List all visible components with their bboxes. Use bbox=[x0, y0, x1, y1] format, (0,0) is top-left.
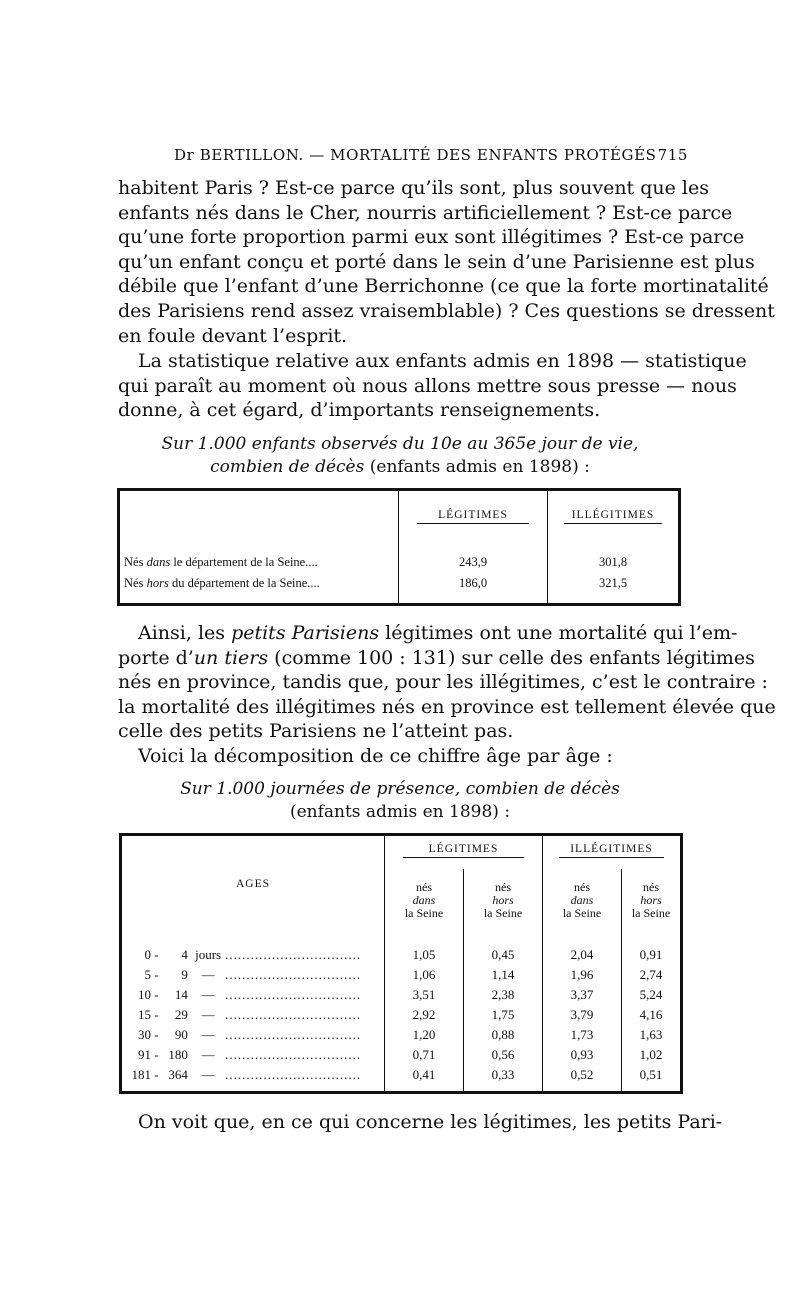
cell-value: 0,41 bbox=[385, 1065, 464, 1085]
text-line: La statistique relative aux enfants admis en 1898 — statistique bbox=[138, 350, 747, 372]
text-line: débile que l’enfant d’une Berrichonne (ce que la forte mortinatalité bbox=[118, 275, 769, 298]
age-range: 30 - 90 — ................................ bbox=[138, 1026, 362, 1042]
running-title: Dr BERTILLON. — MORTALITÉ DES ENFANTS PROTÉGÉS bbox=[174, 146, 657, 164]
cell-value: 1,75 bbox=[464, 1005, 543, 1025]
table-row bbox=[121, 1045, 682, 1065]
sub-header: nés dans la Seine bbox=[543, 869, 622, 933]
row-label: Nés dans le département de la Seine.... bbox=[124, 555, 318, 570]
caption-line: Sur 1.000 enfants observés du 10e au 365e jour de vie, bbox=[161, 434, 639, 454]
text-line: donne, à cet égard, d’importants renseignements. bbox=[118, 399, 601, 422]
column-header: ILLÉGITIMES bbox=[548, 490, 680, 546]
cell-value: 0,88 bbox=[464, 1025, 543, 1045]
age-range: 5 - 9 — ................................ bbox=[144, 966, 362, 982]
cell-value: 3,79 bbox=[543, 1005, 622, 1025]
text-line: qui paraît au moment où nous allons mettre sous presse — nous bbox=[118, 374, 737, 397]
text-line: la mortalité des illégitimes nés en province est tellement élevée que bbox=[118, 695, 776, 718]
cell-value: 4,16 bbox=[622, 1005, 682, 1025]
ages-header: AGES bbox=[235, 878, 271, 891]
table-row bbox=[121, 1005, 682, 1025]
table2-caption bbox=[0, 778, 800, 824]
table-row bbox=[121, 945, 682, 965]
cell-value: 2,04 bbox=[543, 945, 622, 965]
cell-value: 0,71 bbox=[385, 1045, 464, 1065]
text-line: On voit que, en ce qui concerne les légitimes, les petits Pari- bbox=[138, 1111, 723, 1133]
cell-value: 2,38 bbox=[464, 985, 543, 1005]
age-range: 91 - 180 — ................................ bbox=[138, 1046, 362, 1062]
text-line: en foule devant l’esprit. bbox=[118, 324, 348, 347]
caption-line bbox=[0, 456, 800, 479]
text-line: habitent Paris ? Est-ce parce qu’ils sont, plus souvent que les bbox=[118, 177, 709, 199]
text-line: des Parisiens rend assez vraisemblable) ? Ces questions se dressent bbox=[118, 299, 775, 322]
row-label: Nés hors du département de la Seine.... bbox=[124, 575, 320, 590]
cell-value: 3,51 bbox=[385, 985, 464, 1005]
running-header bbox=[174, 146, 688, 164]
table-row bbox=[121, 1025, 682, 1045]
paragraph-1 bbox=[118, 176, 775, 348]
age-range: 15 - 29 — ................................ bbox=[138, 1006, 362, 1022]
table-row bbox=[121, 965, 682, 985]
text-line: enfants nés dans le Cher, nourris artificiellement ? Est-ce parce bbox=[118, 201, 733, 224]
cell-value: 3,37 bbox=[543, 985, 622, 1005]
caption-rest: (enfants admis en 1898) : bbox=[364, 457, 590, 477]
cell-value: 1,06 bbox=[385, 965, 464, 985]
cell-value: 1,20 bbox=[385, 1025, 464, 1045]
cell-value: 0,45 bbox=[464, 945, 543, 965]
paragraph-5 bbox=[118, 1110, 723, 1135]
sub-header: nés hors la Seine bbox=[464, 869, 543, 933]
text-line: nés en province, tandis que, pour les illégitimes, c’est le contraire : bbox=[118, 671, 768, 694]
cell-value: 0,91 bbox=[622, 945, 682, 965]
cell-value: 1,02 bbox=[622, 1045, 682, 1065]
page-number: 715 bbox=[657, 146, 688, 164]
cell-value: 0,51 bbox=[622, 1065, 682, 1085]
text-line: qu’une forte proportion parmi eux sont illégitimes ? Est-ce parce bbox=[118, 226, 745, 249]
cell-value: 0,93 bbox=[543, 1045, 622, 1065]
cell-value: 1,73 bbox=[543, 1025, 622, 1045]
cell-value: 5,24 bbox=[622, 985, 682, 1005]
caption-em: combien de décès bbox=[210, 457, 365, 477]
table-row bbox=[119, 553, 680, 573]
cell-value: 1,63 bbox=[622, 1025, 682, 1045]
table1-caption bbox=[0, 433, 800, 479]
cell-value: 321,5 bbox=[548, 573, 680, 593]
blank-cell bbox=[119, 490, 399, 546]
table-mortality-by-age bbox=[119, 833, 683, 1094]
column-header: LÉGITIMES bbox=[399, 490, 548, 546]
cell-value: 2,74 bbox=[622, 965, 682, 985]
text-line: Ainsi, les petits Parisiens légitimes ont une mortalité qui l’em- bbox=[138, 622, 738, 644]
sub-header: nés hors la Seine bbox=[622, 869, 682, 933]
cell-value: 0,56 bbox=[464, 1045, 543, 1065]
text-line: celle des petits Parisiens ne l’atteint pas. bbox=[118, 720, 514, 743]
paragraph-4 bbox=[118, 744, 686, 769]
age-range: 10 - 14 — ................................ bbox=[138, 986, 362, 1002]
cell-value: 1,05 bbox=[385, 945, 464, 965]
table-row bbox=[119, 573, 680, 593]
cell-value: 186,0 bbox=[399, 573, 548, 593]
group-header: ILLÉGITIMES bbox=[543, 835, 682, 869]
table-row bbox=[121, 985, 682, 1005]
cell-value: 1,14 bbox=[464, 965, 543, 985]
text-line: porte d’un tiers (comme 100 : 131) sur celle des enfants légitimes bbox=[118, 646, 755, 669]
caption-line: Sur 1.000 journées de présence, combien de décès bbox=[180, 779, 620, 799]
cell-value: 301,8 bbox=[548, 553, 680, 573]
cell-value: 0,33 bbox=[464, 1065, 543, 1085]
age-range: 0 - 4 jours ................................ bbox=[144, 946, 362, 962]
caption-line: (enfants admis en 1898) : bbox=[289, 802, 511, 822]
table-row bbox=[121, 1065, 682, 1085]
paragraph-2 bbox=[118, 349, 747, 423]
paragraph-3 bbox=[118, 621, 776, 744]
cell-value: 1,96 bbox=[543, 965, 622, 985]
cell-value: 2,92 bbox=[385, 1005, 464, 1025]
table-mortality-summary bbox=[117, 488, 681, 606]
text-line: Voici la décomposition de ce chiffre âge par âge : bbox=[138, 745, 613, 767]
sub-header: nés dans la Seine bbox=[385, 869, 464, 933]
cell-value: 0,52 bbox=[543, 1065, 622, 1085]
group-header: LÉGITIMES bbox=[385, 835, 543, 869]
text-line: qu’un enfant conçu et porté dans le sein d’une Parisienne est plus bbox=[118, 250, 755, 273]
cell-value: 243,9 bbox=[399, 553, 548, 573]
age-range: 181 - 364 — ................................ bbox=[131, 1066, 362, 1082]
